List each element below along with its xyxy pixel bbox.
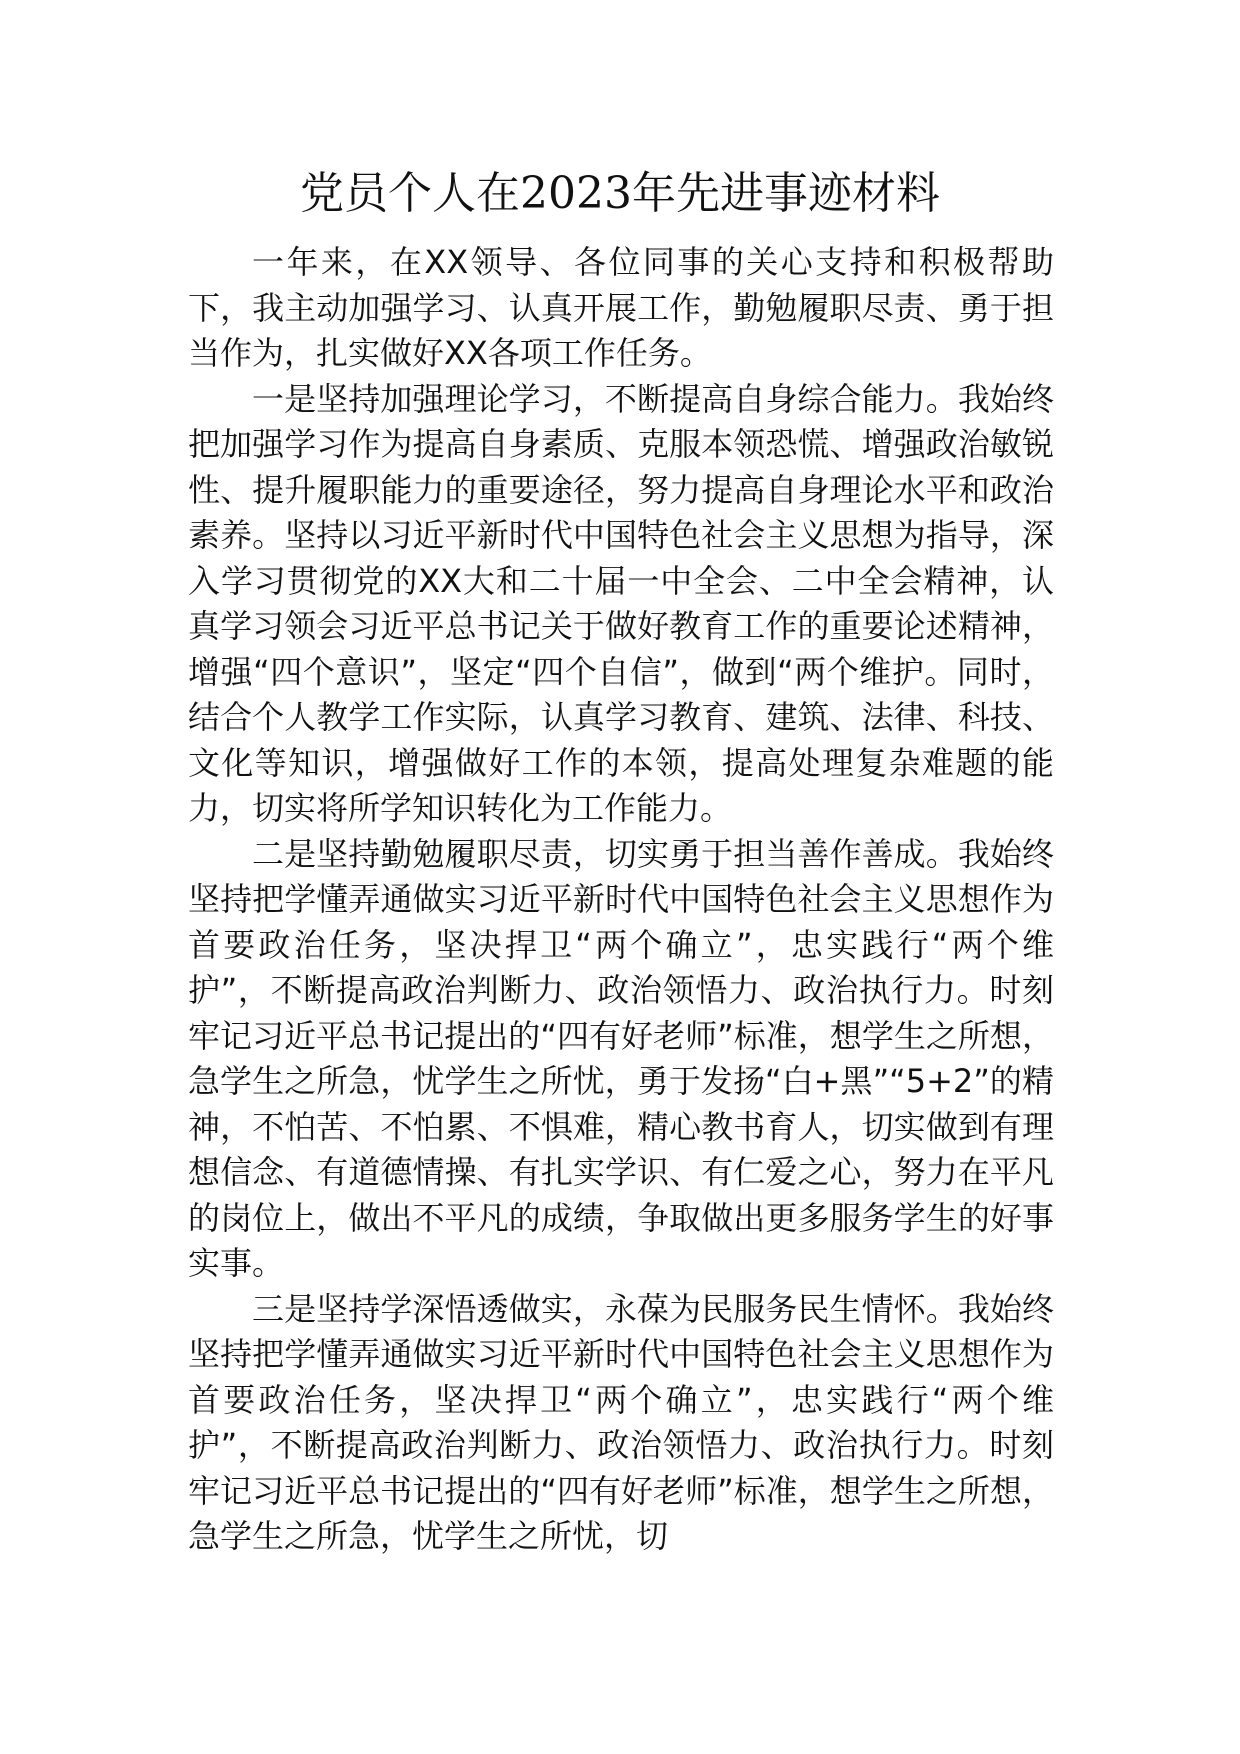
paragraph-theory-study: 一是坚持加强理论学习，不断提高自身综合能力。我始终把加强学习作为提高自身素质、克服本领恐慌、增强政治敏锐性、提升履职能力的重要途径，努力提高自身理论水平和政治素养。坚持以习近平新时代中国特色社会主义思想为指导，深入学习贯彻党的XX大和二十届一中全会、二中全会精神，认真学习领会习近平总书记关于做好教育工作的重要论述精神，增强“四个意识”，坚定“四个自信”，做到“两个维护。同时，结合个人教学工作实际，认真学习教育、建筑、法律、科技、文化等知识，增强做好工作的本领，提高处理复杂难题的能力，切实将所学知识转化为工作能力。 bbox=[188, 379, 1054, 827]
document-title: 党员个人在2023年先进事迹材料 bbox=[300, 168, 940, 219]
paragraph-serve-people: 三是坚持学深悟透做实，永葆为民服务民生情怀。我始终坚持把学懂弄通做实习近平新时代中国特色社会主义思想作为首要政治任务，坚决捍卫“两个确立”，忠实践行“两个维护”，不断提高政治判断力、政治领悟力、政治执行力。时刻牢记习近平总书记提出的“四有好老师”标准，想学生之所想，急学生之所急，忧学生之所忧，切 bbox=[188, 1289, 1054, 1555]
paragraph-diligent-duty: 二是坚持勤勉履职尽责，切实勇于担当善作善成。我始终坚持把学懂弄通做实习近平新时代中国特色社会主义思想作为首要政治任务，坚决捍卫“两个确立”，忠实践行“两个维护”，不断提高政治判断力、政治领悟力、政治执行力。时刻牢记习近平总书记提出的“四有好老师”标准，想学生之所想，急学生之所急，忧学生之所忧，勇于发扬“白+黑”“5+2”的精神，不怕苦、不怕累、不惧难，精心教书育人，切实做到有理想信念、有道德情操、有扎实学识、有仁爱之心，努力在平凡的岗位上，做出不平凡的成绩，争取做出更多服务学生的好事实事。 bbox=[188, 834, 1054, 1282]
paragraph-intro: 一年来，在XX领导、各位同事的关心支持和积极帮助下，我主动加强学习、认真开展工作，勤勉履职尽责、勇于担当作为，扎实做好XX各项工作任务。 bbox=[188, 243, 1054, 372]
document-body bbox=[188, 240, 1054, 1560]
